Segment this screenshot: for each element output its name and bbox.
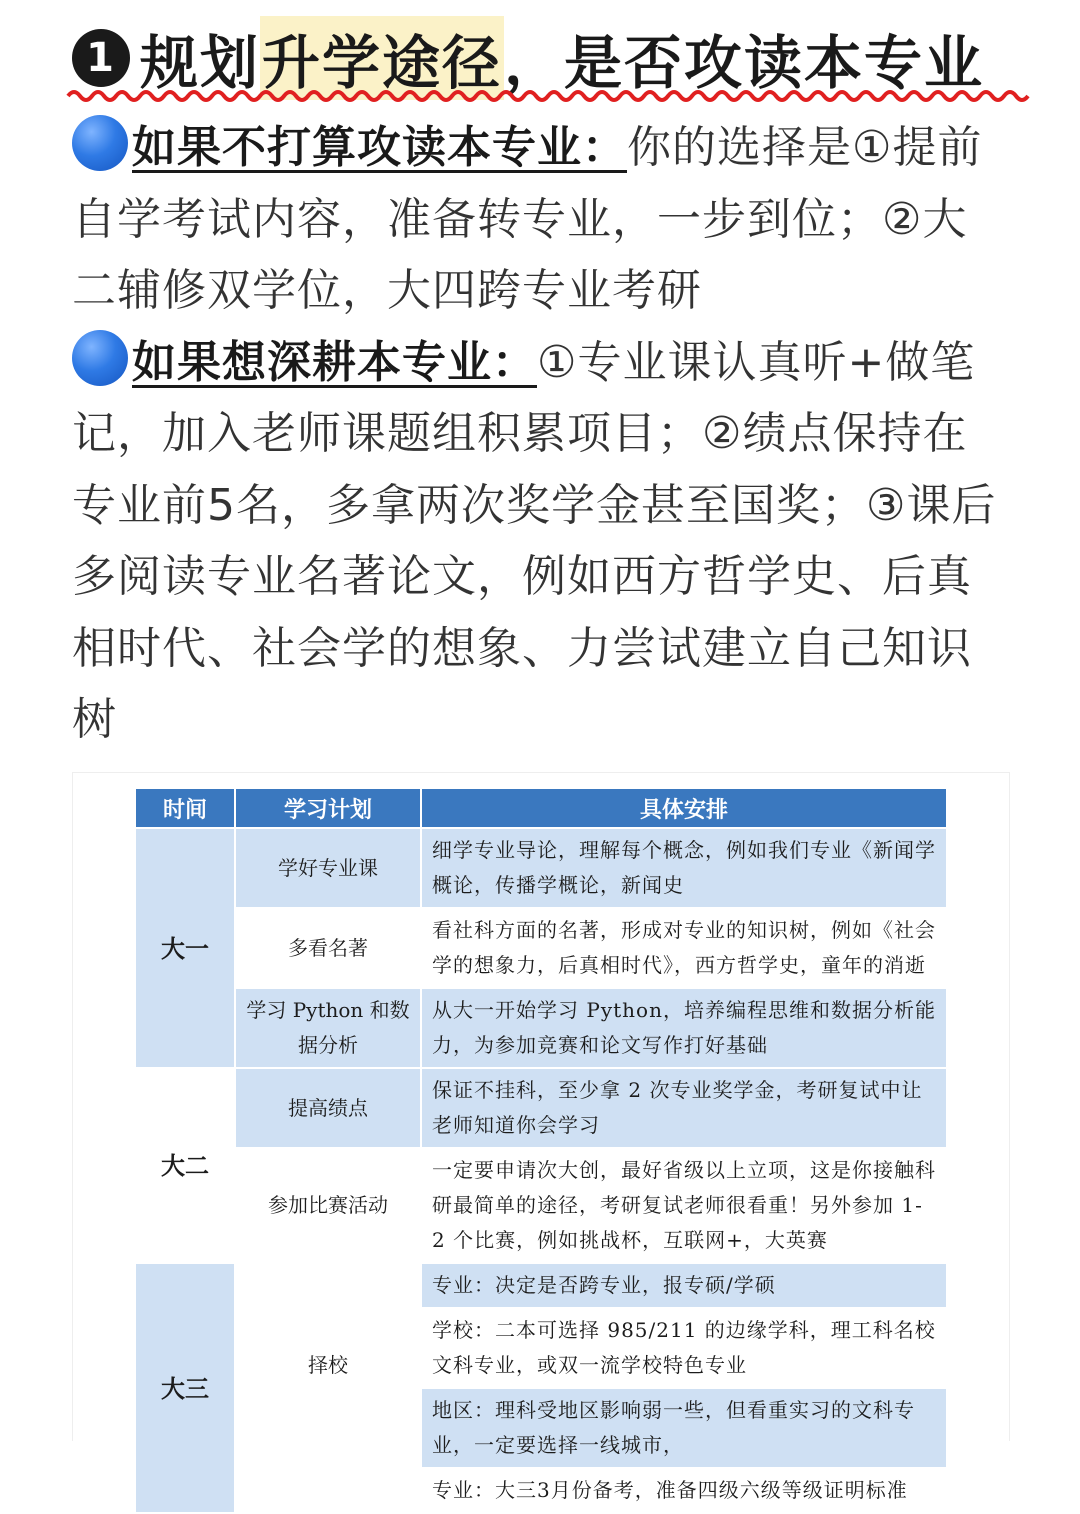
header-plan: 学习计划 <box>235 788 421 828</box>
detail-cell: 细学专业导论，理解每个概念，例如我们专业《新闻学概论，传播学概论，新闻史 <box>421 828 947 908</box>
body-text <box>72 112 1012 756</box>
study-plan-table <box>134 787 948 1514</box>
detail-cell: 看社科方面的名著，形成对专业的知识树，例如《社会学的想象力，后真相时代》，西方哲学史，童年的消逝 <box>421 908 947 988</box>
table-row <box>135 1068 947 1148</box>
heading-pre: 规划 <box>140 29 261 97</box>
blue-dot-icon <box>72 115 128 171</box>
paragraph-not-pursue <box>72 112 1012 327</box>
year-cell: 大三 <box>135 1263 235 1513</box>
detail-cell: 学校：二本可选择 985/211 的边缘学科，理工科名校文科专业，或双一流学校特色专业 <box>421 1308 947 1388</box>
wavy-underline <box>68 86 1028 106</box>
paragraph-lead: 如果不打算攻读本专业： <box>132 122 627 173</box>
paragraph-pursue <box>72 327 1012 756</box>
study-plan-image <box>72 772 1010 1502</box>
plan-cell: 提高绩点 <box>235 1068 421 1148</box>
plan-cell <box>235 1468 421 1513</box>
detail-cell: 保证不挂科，至少拿 2 次专业奖学金，考研复试中让老师知道你会学习 <box>421 1068 947 1148</box>
detail-cell: 专业：大三3月份备考，准备四级六级等级证明标准 <box>421 1468 947 1513</box>
plan-cell: 参加比赛活动 <box>235 1148 421 1263</box>
plan-cell: 多看名著 <box>235 908 421 988</box>
detail-cell: 地区：理科受地区影响弱一些，但看重实习的文科专业，一定要选择一线城市， <box>421 1388 947 1468</box>
plan-cell: 学习 Python 和数据分析 <box>235 988 421 1068</box>
detail-cell: 专业：决定是否跨专业，报专硕/学硕 <box>421 1263 947 1308</box>
table-row <box>135 1468 947 1513</box>
table-row <box>135 1263 947 1308</box>
paragraph-text: ①专业课认真听+做笔记，加入老师课题组积累项目；②绩点保持在专业前5名，多拿两次奖学金甚至国奖；③课后多阅读专业名著论文，例如西方哲学史、后真相时代、社会学的想象、力尝试建立自己知识树 <box>72 336 997 745</box>
blue-dot-icon <box>72 330 128 386</box>
year-cell: 大一 <box>135 828 235 1068</box>
plan-cell: 学好专业课 <box>235 828 421 908</box>
table-header-row <box>135 788 947 828</box>
header-detail: 具体安排 <box>421 788 947 828</box>
table-row <box>135 1148 947 1263</box>
detail-cell: 一定要申请次大创，最好省级以上立项，这是你接触科研最简单的途径，考研复试老师很看重！另外参加 1-2 个比赛，例如挑战杯，互联网+，大英赛 <box>421 1148 947 1263</box>
heading-highlight: 升学途径 <box>260 16 504 100</box>
header-time: 时间 <box>135 788 235 828</box>
table-row <box>135 828 947 908</box>
table-row <box>135 988 947 1068</box>
heading-post: ，是否攻读本专业 <box>504 29 985 97</box>
number-badge: 1 <box>72 29 130 87</box>
detail-cell: 从大一开始学习 Python，培养编程思维和数据分析能力，为参加竞赛和论文写作打好基础 <box>421 988 947 1068</box>
plan-cell: 择校 <box>235 1263 421 1468</box>
paragraph-text: 你的选择是①提前自学考试内容，准备转专业，一步到位；②大二辅修双学位，大四跨专业考研 <box>72 122 983 316</box>
paragraph-lead: 如果想深耕本专业： <box>132 336 537 388</box>
table-row <box>135 908 947 988</box>
year-cell: 大二 <box>135 1068 235 1263</box>
